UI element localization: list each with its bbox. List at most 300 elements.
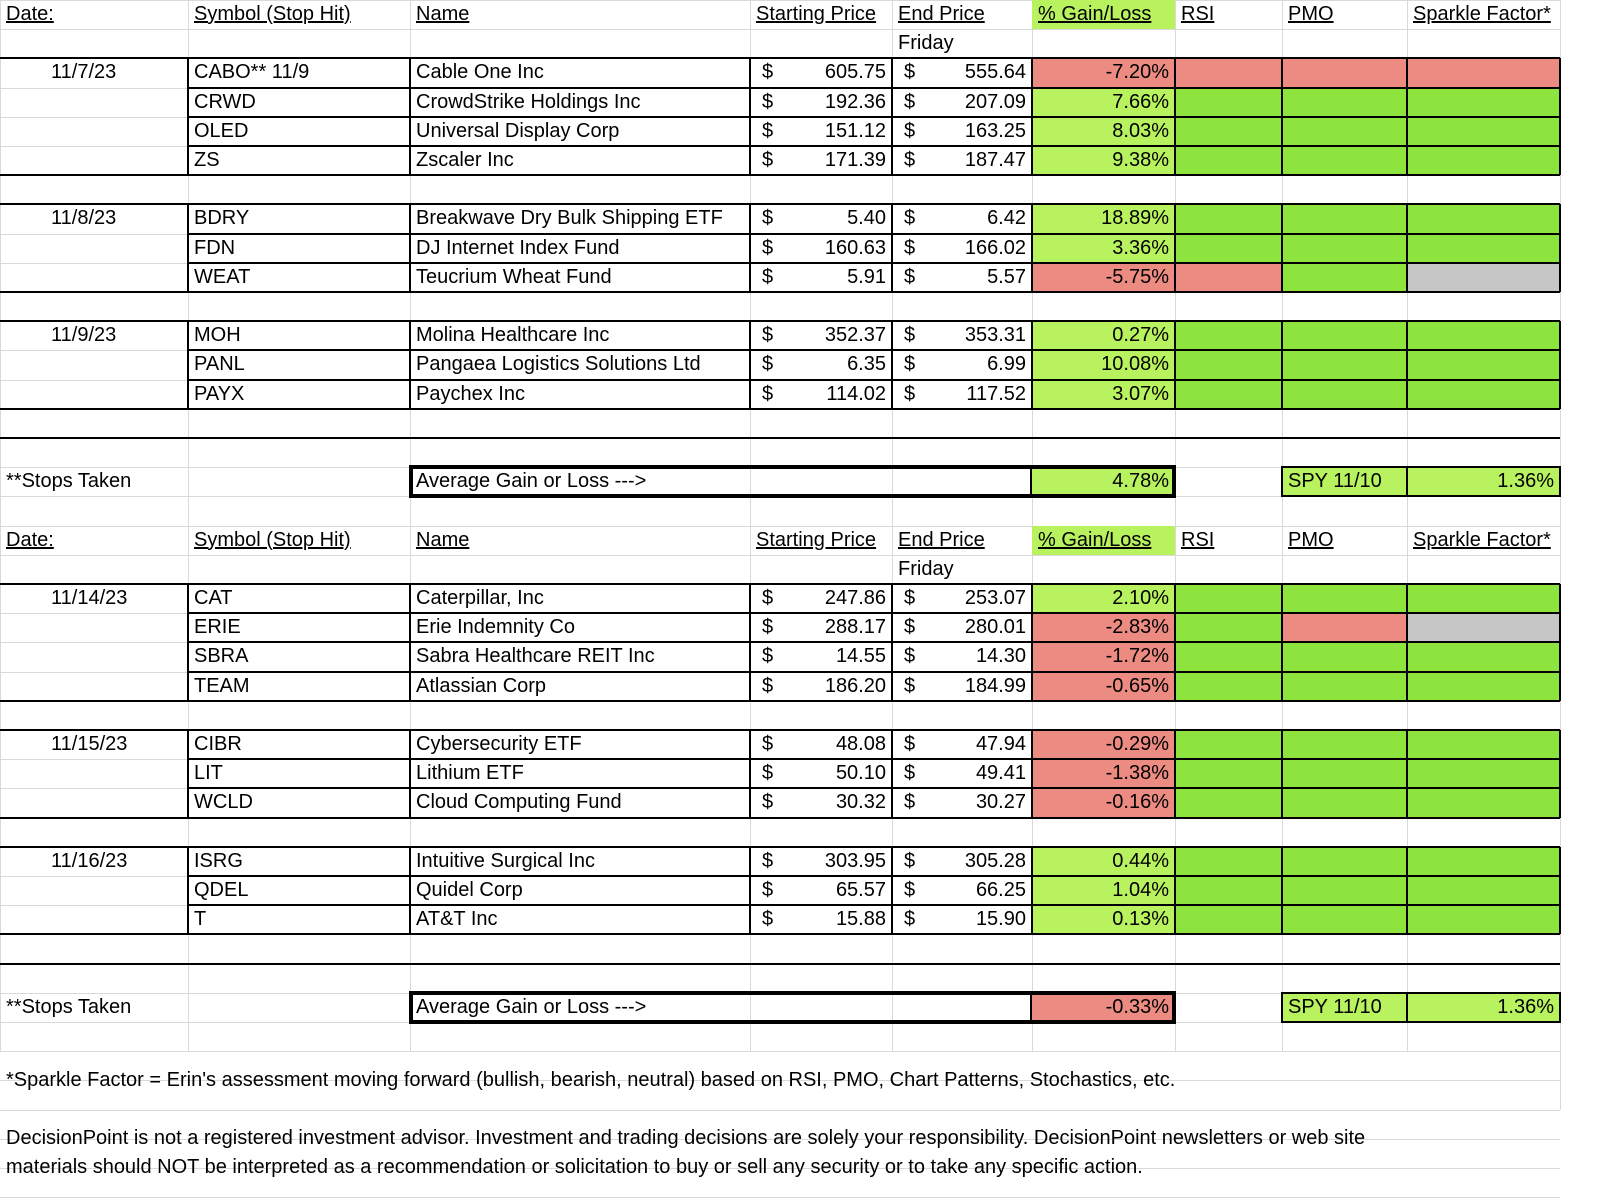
dollar-sign: $ [762, 119, 774, 142]
row-start-price: 160.63 [824, 236, 886, 259]
group-border-bottom [0, 817, 1560, 819]
col-border [1559, 58, 1561, 175]
row-symbol: ISRG [194, 849, 243, 872]
header-symbol: Symbol (Stop Hit) [194, 3, 351, 25]
row-border [188, 758, 1560, 760]
dollar-sign: $ [904, 353, 916, 376]
dollar-sign: $ [762, 587, 774, 609]
header-date: Date: [6, 3, 54, 25]
row-name: Cable One Inc [416, 61, 544, 84]
gridline-col [0, 0, 1, 1110]
sparkle-indicator [1407, 759, 1560, 788]
col-border [1281, 321, 1283, 409]
row-name: Lithium ETF [416, 762, 524, 785]
header-rsi: RSI [1181, 528, 1215, 551]
row-symbol: QDEL [194, 879, 249, 901]
header-pmo: PMO [1288, 528, 1334, 551]
row-end-price: 555.64 [964, 61, 1026, 84]
col-border [1406, 847, 1408, 935]
row-gain: -0.29% [1105, 733, 1169, 755]
header-pmo: PMO [1288, 3, 1334, 25]
sparkle-indicator [1407, 234, 1560, 263]
average-value: -0.33% [1105, 995, 1169, 1018]
row-end-price: 30.27 [975, 791, 1026, 814]
row-symbol: SBRA [194, 645, 249, 668]
row-name: Caterpillar, Inc [416, 587, 544, 609]
sparkle-indicator [1407, 584, 1560, 613]
group-border-bottom [0, 291, 1560, 293]
sparkle-indicator [1407, 642, 1560, 671]
header-gain: % Gain/Loss [1038, 528, 1152, 551]
dollar-sign: $ [904, 674, 916, 697]
col-border [1174, 204, 1176, 292]
row-border [188, 145, 1560, 147]
rsi-indicator [1175, 88, 1282, 117]
row-border [188, 612, 1560, 614]
col-border [1281, 204, 1283, 292]
dollar-sign: $ [904, 616, 916, 639]
row-start-price: 65.57 [835, 879, 886, 901]
row-symbol: ZS [194, 149, 220, 171]
pmo-indicator [1282, 905, 1407, 934]
pmo-indicator [1282, 234, 1407, 263]
average-divider [1030, 993, 1032, 1022]
separator-line [0, 437, 1560, 439]
row-end-price: 15.90 [975, 908, 1026, 931]
col-border [891, 847, 893, 935]
col-border [1174, 847, 1176, 935]
row-gain: -1.38% [1105, 762, 1169, 785]
sparkle-indicator [1407, 117, 1560, 146]
row-gain: -1.72% [1105, 645, 1169, 668]
col-border [749, 204, 751, 292]
row-start-price: 50.10 [835, 762, 886, 785]
col-border [1174, 730, 1176, 818]
dollar-sign: $ [762, 733, 774, 755]
col-border [187, 847, 189, 935]
dollar-sign: $ [904, 645, 916, 668]
dollar-sign: $ [904, 149, 916, 171]
row-gain: 0.13% [1112, 908, 1169, 931]
col-border [187, 321, 189, 409]
header-end: End Price [898, 528, 985, 551]
row-start-price: 171.39 [824, 149, 886, 171]
col-border [187, 730, 189, 818]
dollar-sign: $ [904, 849, 916, 872]
pmo-indicator [1282, 788, 1407, 817]
row-start-price: 30.32 [835, 791, 886, 814]
row-name: Breakwave Dry Bulk Shipping ETF [416, 207, 723, 230]
row-name: Molina Healthcare Inc [416, 324, 610, 347]
dollar-sign: $ [762, 265, 774, 288]
row-end-price: 166.02 [964, 236, 1026, 259]
header-rsi: RSI [1181, 3, 1215, 25]
row-end-price: 353.31 [964, 324, 1026, 347]
dollar-sign: $ [762, 236, 774, 259]
row-name: Universal Display Corp [416, 119, 620, 142]
row-start-price: 151.12 [824, 119, 886, 142]
row-start-price: 192.36 [824, 90, 886, 113]
spy-value: 1.36% [1497, 470, 1554, 493]
col-border [1406, 58, 1408, 175]
sparkle-indicator [1407, 58, 1560, 87]
row-border [188, 116, 1560, 118]
row-end-price: 305.28 [964, 849, 1026, 872]
rsi-indicator [1175, 350, 1282, 379]
spy-label: SPY 11/10 [1288, 470, 1382, 493]
dollar-sign: $ [904, 61, 916, 84]
row-end-price: 6.42 [987, 207, 1026, 230]
rsi-indicator [1175, 672, 1282, 701]
dollar-sign: $ [762, 616, 774, 639]
row-end-price: 66.25 [975, 879, 1026, 901]
sparkle-indicator [1407, 847, 1560, 876]
row-date: 11/15/23 [51, 733, 128, 755]
col-border [1559, 321, 1561, 409]
row-symbol: ERIE [194, 616, 241, 639]
group-border-top [0, 583, 1560, 585]
header-symbol: Symbol (Stop Hit) [194, 528, 351, 551]
row-start-price: 15.88 [835, 908, 886, 931]
rsi-indicator [1175, 58, 1282, 87]
disclaimer-line-2: materials should NOT be interpreted as a recommendation or solicitation to buy or sell any security or to take any specific action. [6, 1156, 1143, 1179]
col-border [409, 58, 411, 175]
spy-label: SPY 11/10 [1288, 995, 1382, 1018]
average-box [409, 465, 1176, 498]
row-border [188, 875, 1560, 877]
dollar-sign: $ [904, 791, 916, 814]
header-sparkle: Sparkle Factor* [1413, 3, 1551, 25]
row-symbol: CRWD [194, 90, 256, 113]
row-gain: 0.44% [1112, 849, 1169, 872]
row-symbol: T [194, 908, 207, 931]
spy-divider [1406, 993, 1408, 1022]
dollar-sign: $ [762, 762, 774, 785]
row-end-price: 187.47 [964, 149, 1026, 171]
col-border [1406, 730, 1408, 818]
dollar-sign: $ [762, 908, 774, 931]
pmo-indicator [1282, 613, 1407, 642]
col-border [891, 730, 893, 818]
col-border [409, 321, 411, 409]
row-border [188, 641, 1560, 643]
row-symbol: PAYX [194, 382, 245, 405]
rsi-indicator [1175, 759, 1282, 788]
row-date: 11/9/23 [51, 324, 117, 347]
sparkle-indicator [1407, 204, 1560, 233]
rsi-indicator [1175, 847, 1282, 876]
header-name: Name [416, 528, 470, 551]
dollar-sign: $ [762, 382, 774, 405]
row-name: Quidel Corp [416, 879, 523, 901]
row-end-price: 280.01 [964, 616, 1026, 639]
row-name: Paychex Inc [416, 382, 525, 405]
row-symbol: CABO** 11/9 [194, 61, 310, 84]
stops-taken-label: **Stops Taken [6, 995, 132, 1018]
group-border-bottom [0, 174, 1560, 176]
pmo-indicator [1282, 204, 1407, 233]
col-border [1406, 204, 1408, 292]
row-end-price: 163.25 [964, 119, 1026, 142]
sparkle-indicator [1407, 876, 1560, 905]
row-name: Cybersecurity ETF [416, 733, 582, 755]
average-value: 4.78% [1112, 470, 1169, 493]
rsi-indicator [1175, 117, 1282, 146]
col-border [1031, 847, 1033, 935]
gridline-row [0, 1197, 1560, 1198]
col-border [1031, 584, 1033, 701]
separator-line [0, 963, 1560, 965]
sparkle-indicator [1407, 672, 1560, 701]
row-date: 11/14/23 [51, 587, 128, 609]
row-gain: 3.36% [1112, 236, 1169, 259]
row-gain: 3.07% [1112, 382, 1169, 405]
dollar-sign: $ [762, 207, 774, 230]
dollar-sign: $ [762, 791, 774, 814]
sparkle-indicator [1407, 88, 1560, 117]
pmo-indicator [1282, 380, 1407, 409]
header-name: Name [416, 3, 470, 25]
col-border [1559, 204, 1561, 292]
row-date: 11/8/23 [51, 207, 117, 230]
rsi-indicator [1175, 263, 1282, 292]
spy-box [1281, 992, 1561, 1023]
col-border [1406, 321, 1408, 409]
sparkle-indicator [1407, 905, 1560, 934]
col-border [187, 204, 189, 292]
rsi-indicator [1175, 204, 1282, 233]
group-border-top [0, 729, 1560, 731]
row-symbol: OLED [194, 119, 249, 142]
rsi-indicator [1175, 234, 1282, 263]
col-border [891, 58, 893, 175]
row-gain: -2.83% [1105, 616, 1169, 639]
sparkle-indicator [1407, 613, 1560, 642]
row-start-price: 5.91 [847, 265, 886, 288]
row-border [188, 233, 1560, 235]
pmo-indicator [1282, 584, 1407, 613]
rsi-indicator [1175, 905, 1282, 934]
sparkle-indicator [1407, 350, 1560, 379]
row-end-price: 117.52 [966, 382, 1026, 405]
col-border [1406, 584, 1408, 701]
row-gain: 9.38% [1112, 149, 1169, 171]
row-name: Erie Indemnity Co [416, 616, 575, 639]
dollar-sign: $ [904, 587, 916, 609]
row-border [188, 379, 1560, 381]
dollar-sign: $ [904, 324, 916, 347]
row-gain: -0.65% [1105, 674, 1169, 697]
row-border [188, 787, 1560, 789]
rsi-indicator [1175, 380, 1282, 409]
col-border [409, 847, 411, 935]
pmo-indicator [1282, 146, 1407, 175]
sparkle-indicator [1407, 263, 1560, 292]
row-end-price: 14.30 [975, 645, 1026, 668]
col-border [891, 584, 893, 701]
row-name: Zscaler Inc [416, 149, 514, 171]
row-end-price: 49.41 [975, 762, 1026, 785]
group-border-top [0, 57, 1560, 59]
row-gain: 2.10% [1112, 587, 1169, 609]
dollar-sign: $ [904, 733, 916, 755]
row-symbol: TEAM [194, 674, 250, 697]
col-border [749, 321, 751, 409]
dollar-sign: $ [762, 645, 774, 668]
col-border [1281, 730, 1283, 818]
average-label: Average Gain or Loss ---> [416, 995, 647, 1018]
row-end-price: 6.99 [987, 353, 1026, 376]
rsi-indicator [1175, 642, 1282, 671]
col-border [891, 321, 893, 409]
row-symbol: WEAT [194, 265, 251, 288]
col-border [409, 730, 411, 818]
dollar-sign: $ [762, 324, 774, 347]
sparkle-indicator [1407, 730, 1560, 759]
col-border [1031, 58, 1033, 175]
row-start-price: 303.95 [824, 849, 886, 872]
row-border [188, 349, 1560, 351]
row-symbol: CAT [194, 587, 233, 609]
average-box [409, 991, 1176, 1024]
col-border [1281, 847, 1283, 935]
group-border-top [0, 320, 1560, 322]
pmo-indicator [1282, 847, 1407, 876]
row-end-price: 184.99 [964, 674, 1026, 697]
col-border [1174, 58, 1176, 175]
row-symbol: PANL [194, 353, 245, 376]
col-border [749, 730, 751, 818]
row-border [188, 671, 1560, 673]
pmo-indicator [1282, 642, 1407, 671]
row-name: AT&T Inc [416, 908, 498, 931]
row-name: Cloud Computing Fund [416, 791, 622, 814]
spy-value: 1.36% [1497, 995, 1554, 1018]
col-border [749, 58, 751, 175]
row-name: Sabra Healthcare REIT Inc [416, 645, 655, 668]
row-gain: -0.16% [1105, 791, 1169, 814]
dollar-sign: $ [762, 90, 774, 113]
row-gain: -7.20% [1105, 61, 1169, 84]
col-border [187, 58, 189, 175]
stops-taken-label: **Stops Taken [6, 470, 132, 493]
header-end-sub: Friday [898, 557, 954, 580]
row-border [188, 904, 1560, 906]
col-border [891, 204, 893, 292]
row-name: Atlassian Corp [416, 674, 547, 697]
row-start-price: 247.86 [824, 587, 886, 609]
gridline-row [0, 555, 1560, 556]
row-gain: 10.08% [1101, 353, 1169, 376]
col-border [1174, 584, 1176, 701]
dollar-sign: $ [904, 90, 916, 113]
row-start-price: 352.37 [824, 324, 886, 347]
row-name: Teucrium Wheat Fund [416, 265, 612, 288]
row-date: 11/16/23 [51, 849, 128, 872]
pmo-indicator [1282, 350, 1407, 379]
dollar-sign: $ [904, 207, 916, 230]
row-gain: 8.03% [1112, 119, 1169, 142]
pmo-indicator [1282, 263, 1407, 292]
group-border-top [0, 846, 1560, 848]
row-gain: 18.89% [1101, 207, 1169, 230]
rsi-indicator [1175, 876, 1282, 905]
dollar-sign: $ [762, 353, 774, 376]
row-gain: -5.75% [1105, 265, 1169, 288]
header-sparkle: Sparkle Factor* [1413, 528, 1551, 551]
footnote-text: *Sparkle Factor = Erin's assessment moving forward (bullish, bearish, neutral) based on RSI, PMO, Chart Patterns, Stochastics, etc. [6, 1068, 1176, 1091]
row-border [188, 262, 1560, 264]
row-symbol: WCLD [194, 791, 253, 814]
row-symbol: CIBR [194, 733, 242, 755]
rsi-indicator [1175, 321, 1282, 350]
col-border [1559, 584, 1561, 701]
rsi-indicator [1175, 788, 1282, 817]
row-start-price: 48.08 [835, 733, 886, 755]
row-symbol: FDN [194, 236, 236, 259]
col-border [1031, 204, 1033, 292]
dollar-sign: $ [904, 762, 916, 785]
pmo-indicator [1282, 88, 1407, 117]
rsi-indicator [1175, 146, 1282, 175]
group-border-bottom [0, 933, 1560, 935]
rsi-indicator [1175, 730, 1282, 759]
dollar-sign: $ [904, 119, 916, 142]
header-end: End Price [898, 3, 985, 25]
dollar-sign: $ [904, 236, 916, 259]
row-symbol: BDRY [194, 207, 250, 230]
row-gain: 1.04% [1112, 879, 1169, 901]
row-border [188, 87, 1560, 89]
col-border [409, 204, 411, 292]
row-gain: 7.66% [1112, 90, 1169, 113]
dollar-sign: $ [762, 674, 774, 697]
row-start-price: 605.75 [824, 61, 886, 84]
header-date: Date: [6, 528, 54, 551]
pmo-indicator [1282, 759, 1407, 788]
sparkle-indicator [1407, 321, 1560, 350]
row-start-price: 6.35 [847, 353, 886, 376]
dollar-sign: $ [904, 908, 916, 931]
group-border-bottom [0, 700, 1560, 702]
spy-box [1281, 466, 1561, 497]
row-name: CrowdStrike Holdings Inc [416, 90, 641, 113]
header-end-sub: Friday [898, 32, 954, 55]
rsi-indicator [1175, 613, 1282, 642]
col-border [1281, 58, 1283, 175]
col-border [1031, 730, 1033, 818]
sparkle-indicator [1407, 788, 1560, 817]
pmo-indicator [1282, 730, 1407, 759]
gridline-row [0, 29, 1560, 30]
pmo-indicator [1282, 876, 1407, 905]
row-end-price: 253.07 [964, 587, 1026, 609]
col-border [187, 584, 189, 701]
dollar-sign: $ [762, 61, 774, 84]
spy-divider [1406, 467, 1408, 496]
row-start-price: 288.17 [824, 616, 886, 639]
sparkle-indicator [1407, 380, 1560, 409]
group-border-bottom [0, 408, 1560, 410]
average-divider [1030, 467, 1032, 496]
header-start: Starting Price [756, 3, 877, 25]
col-border [1559, 847, 1561, 935]
row-start-price: 14.55 [835, 645, 886, 668]
pmo-indicator [1282, 58, 1407, 87]
header-start: Starting Price [756, 528, 877, 551]
col-border [1174, 321, 1176, 409]
col-border [1031, 321, 1033, 409]
